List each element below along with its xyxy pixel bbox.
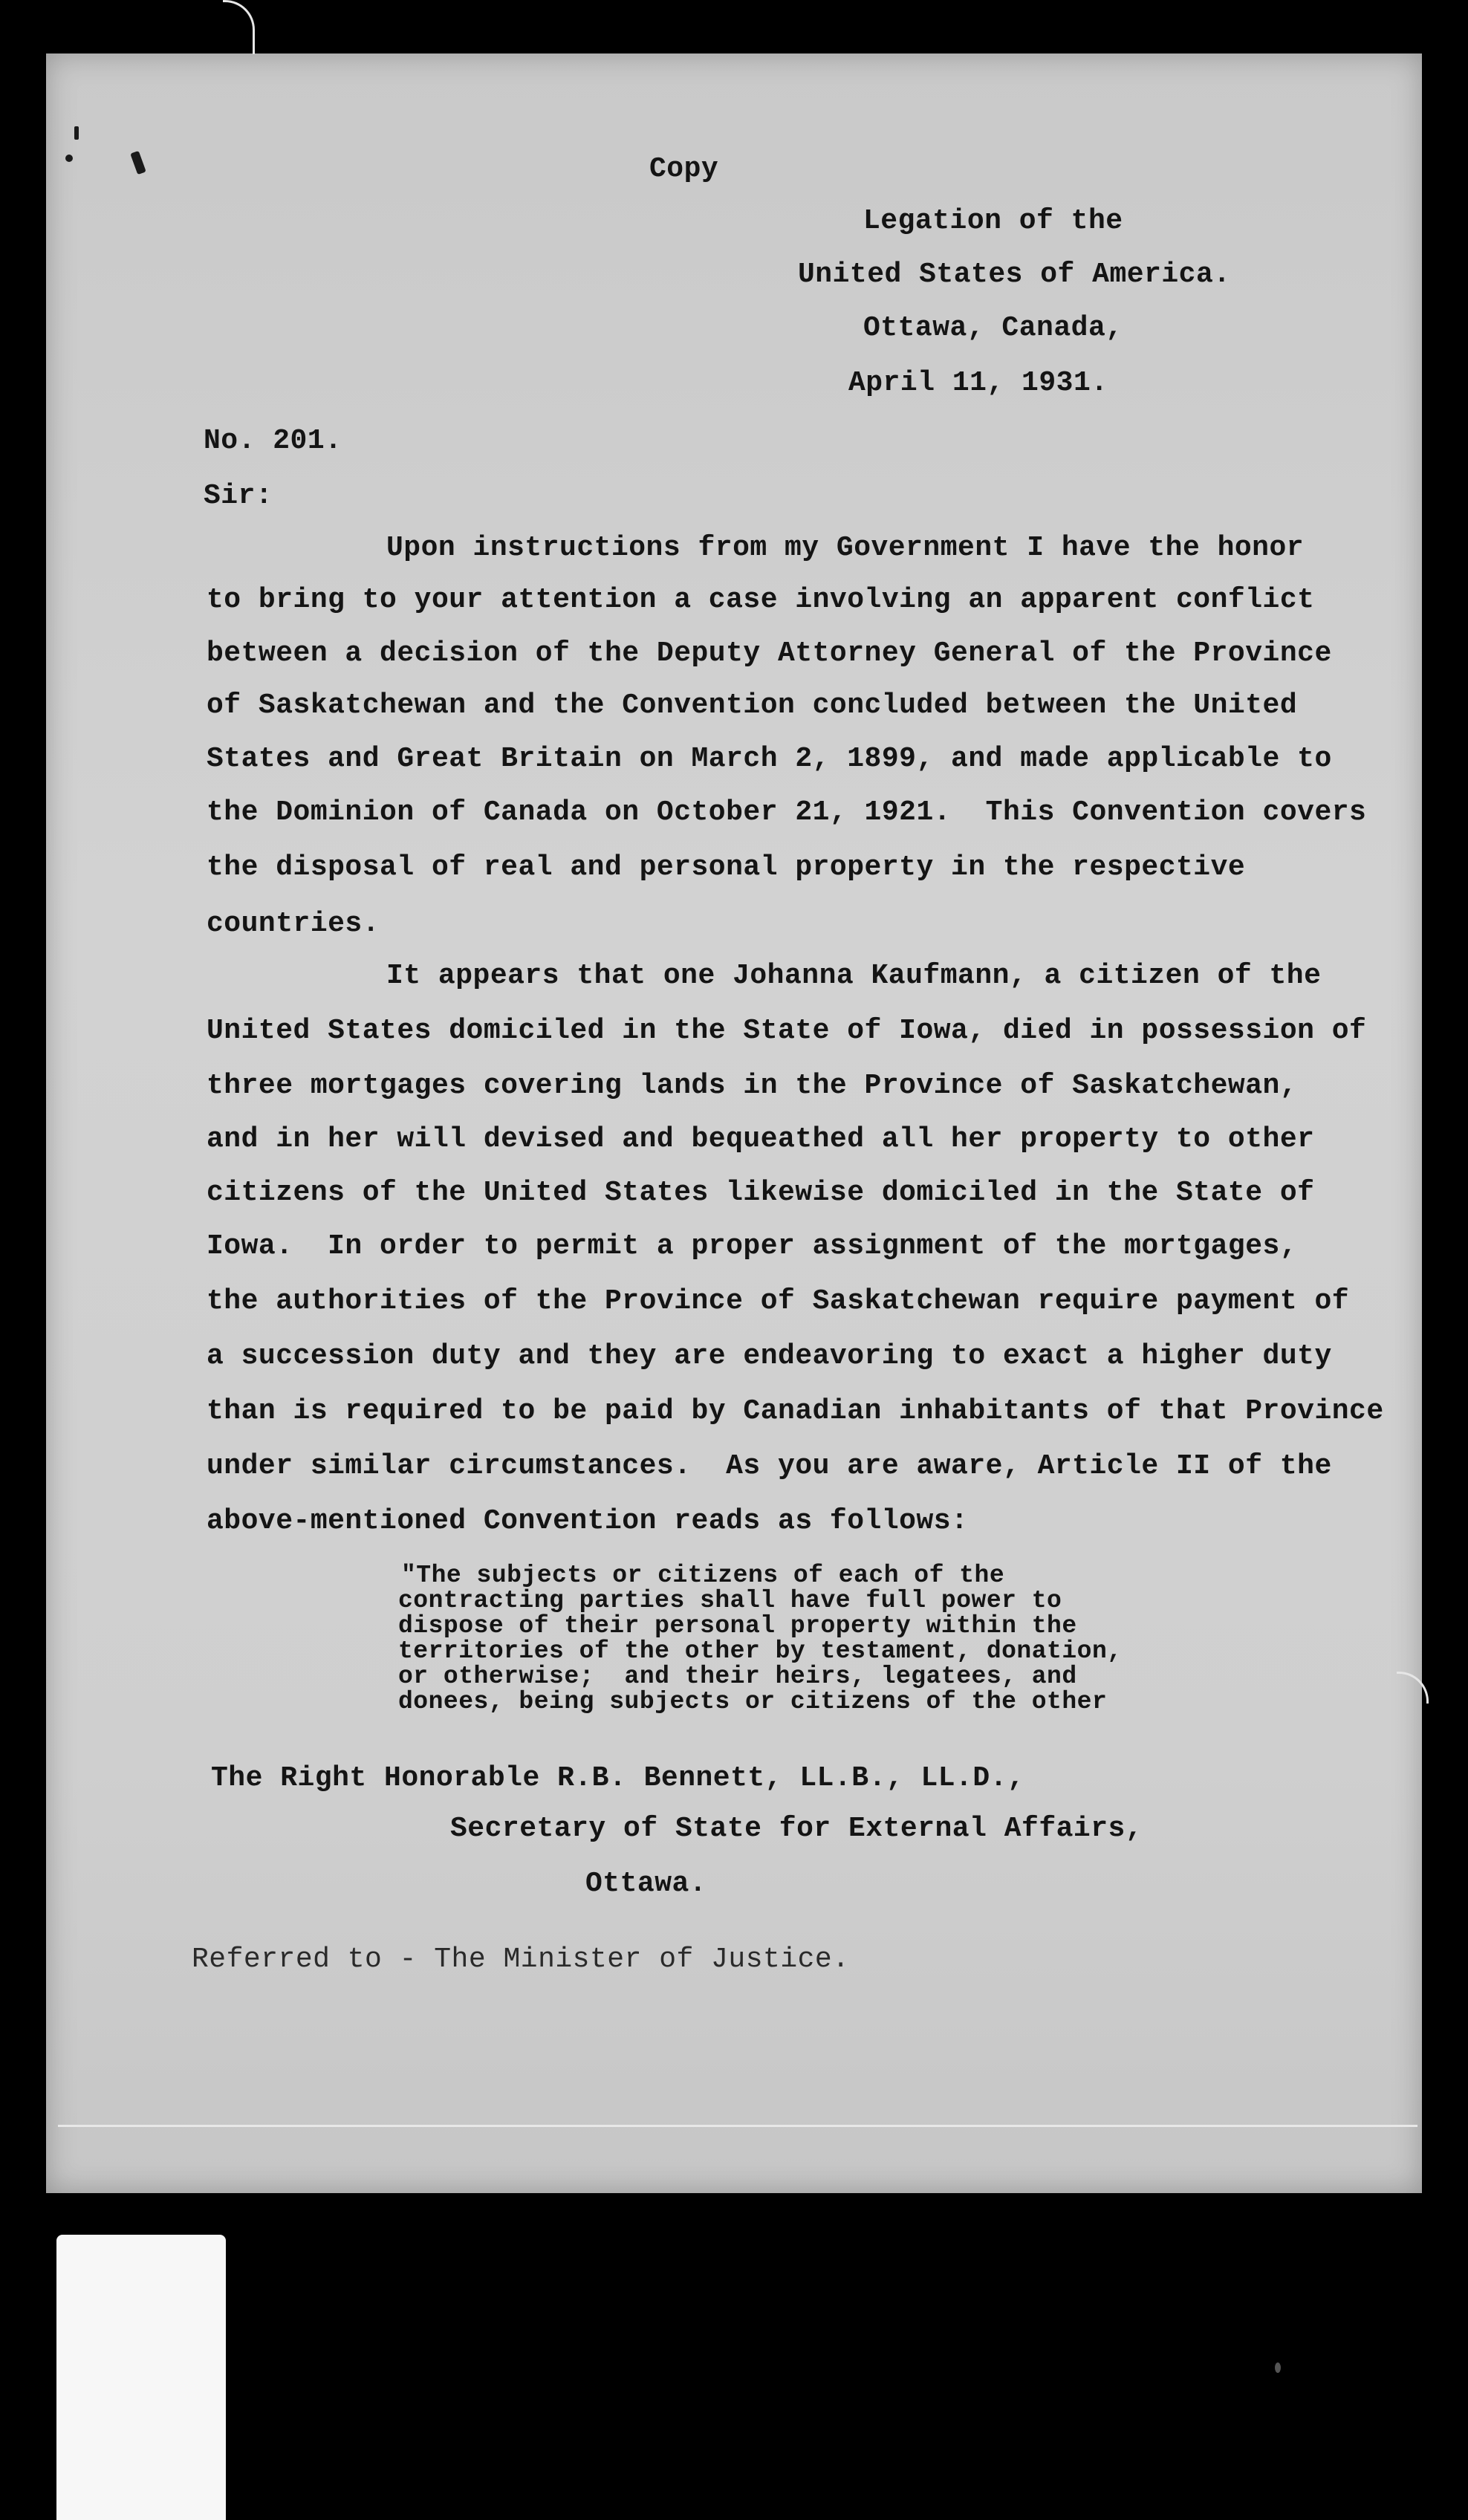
salutation: Sir: [204,480,273,512]
letter-number: No. 201. [204,425,342,457]
body-line: Upon instructions from my Government I have the honor [386,532,1305,564]
quotation-line: territories of the other by testament, donation, [398,1637,1123,1665]
page-fold-line [58,2125,1417,2127]
body-line: than is required to be paid by Canadian inhabitants of that Province [207,1395,1384,1427]
body-line: Iowa. In order to permit a proper assignment of the mortgages, [207,1230,1298,1262]
quotation-line: contracting parties shall have full power to [398,1587,1062,1614]
ink-speck [1275,2362,1281,2373]
legation-line: Legation of the [863,205,1123,237]
body-line: citizens of the United States likewise domiciled in the State of [207,1177,1315,1209]
quotation-line: donees, being subjects or citizens of the other [398,1688,1108,1715]
quotation-line: dispose of their personal property within the [398,1612,1077,1640]
letter-date: April 11, 1931. [848,367,1108,399]
addressee-city: Ottawa. [585,1868,707,1900]
body-line: the disposal of real and personal property in the respective [207,851,1246,883]
body-line: United States domiciled in the State of Iowa, died in possession of [207,1015,1367,1047]
body-line: a succession duty and they are endeavoring to exact a higher duty [207,1340,1332,1372]
body-line: under similar circumstances. As you are aware, Article II of the [207,1450,1332,1482]
addressee-title: Secretary of State for External Affairs, [450,1813,1143,1845]
paper-curl-mark [1397,1672,1429,1704]
body-line: of Saskatchewan and the Convention concluded between the United [207,689,1298,721]
ink-speck [65,155,73,162]
body-line: States and Great Britain on March 2, 1899, and made applicable to [207,743,1332,775]
white-card-tab [56,2235,226,2520]
body-line: It appears that one Johanna Kaufmann, a citizen of the [386,960,1322,992]
ink-speck [74,126,79,140]
legation-line: Ottawa, Canada, [863,312,1123,344]
body-line: and in her will devised and bequeathed all her property to other [207,1123,1315,1155]
body-line: the Dominion of Canada on October 21, 1921. This Convention covers [207,796,1367,828]
paper-curl-mark [223,0,255,54]
body-line: countries. [207,908,380,940]
addressee-name: The Right Honorable R.B. Bennett, LL.B., LL.D., [211,1762,1025,1794]
body-line: to bring to your attention a case involving an apparent conflict [207,584,1315,616]
body-line: between a decision of the Deputy Attorney General of the Province [207,637,1332,669]
body-line: above-mentioned Convention reads as follows: [207,1505,969,1537]
quotation-line: "The subjects or citizens of each of the [401,1562,1005,1589]
quotation-line: or otherwise; and their heirs, legatees, and [398,1663,1077,1690]
legation-line: United States of America. [798,259,1231,290]
copy-label: Copy [649,153,719,185]
body-line: three mortgages covering lands in the Province of Saskatchewan, [207,1070,1298,1102]
body-line: the authorities of the Province of Saskatchewan require payment of [207,1285,1350,1317]
referral-note: Referred to - The Minister of Justice. [192,1943,850,1975]
